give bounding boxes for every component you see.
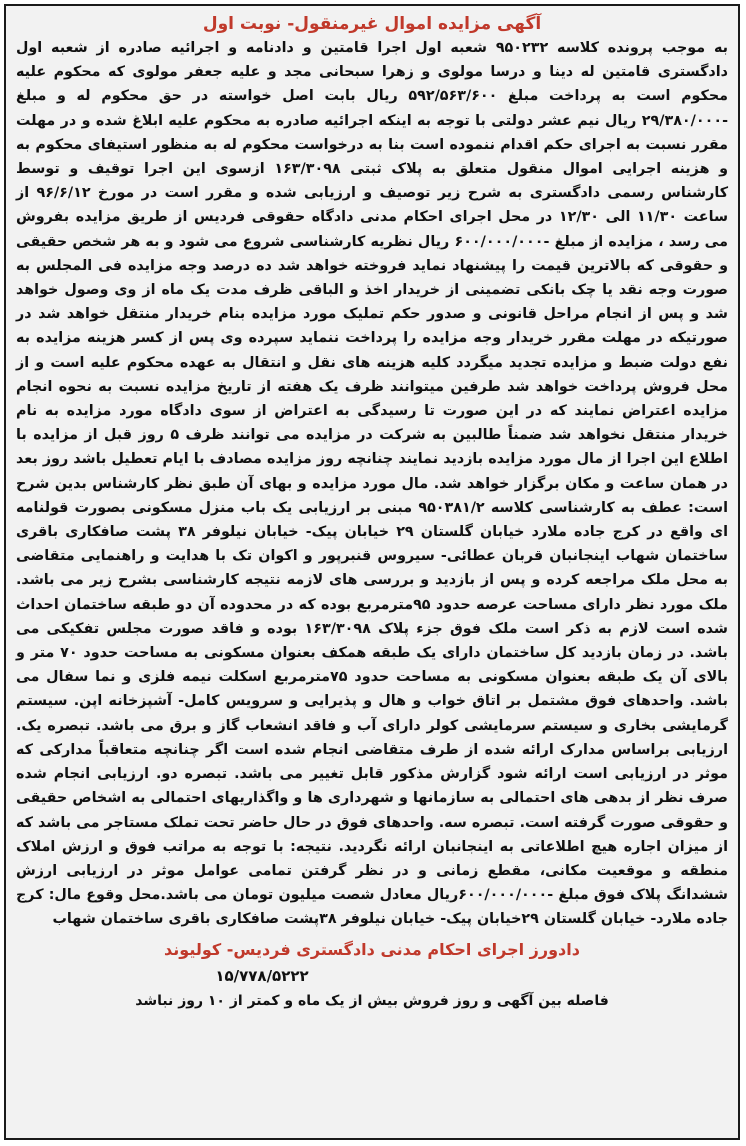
notice-body: به موجب پرونده کلاسه ۹۵۰۲۳۲ شعبه اول اجرا قامتین و دادنامه و اجرائیه صادره از شعبه اول دادگستری قامتین له دینا و درسا مولوی و زهرا سبحانی مجد و علیه جعفر مولوی که محکوم علیه محکوم است به پرداخت مبلغ ۵۹۲/۵۶۳/۶۰۰ ریال بابت اصل خواسته در حق محکوم له و مبلغ -۲۹/۳۸۰/۰۰۰ ریال نیم عشر دولتی با توجه به اینکه اجرائیه صادره به محکوم علیه ابلاغ شده و در مهلت مقرر نسبت به اجرای حکم اقدام ننموده است بنا به درخواست محکوم له به منظور استیفای محکوم به و هزینه اجرایی اموال منقول متعلق به پلاک ثبتی ۱۶۳/۳۰۹۸ ازسوی این اجرا توقیف و توسط کارشناس رسمی دادگستری به شرح زیر توصیف و ارزیابی شده و مقرر است در مورخ ۹۶/۶/۱۲ از ساعت ۱۱/۳۰ الی ۱۲/۳۰ در محل اجرای احکام مدنی دادگاه حقوقی فردیس از طریق مزایده بفروش می رسد ، مزایده از مبلغ -۶۰۰/۰۰۰/۰۰۰ ریال نظریه کارشناسی شروع می شود و به هر شخص حقیقی و حقوقی که بالاترین قیمت را پیشنهاد نماید فروخته خواهد شد ده درصد وجه مزایده فی المجلس به صورت وجه نقد یا چک بانکی تضمینی از خریدار اخذ و الباقی ظرف مدت یک ماه از وی وصول خواهد شد و پس از انجام مراحل قانونی و صدور حکم تملیک مورد مزایده بنام خریدار منتقل خواهد شد در صورتیکه در مهلت مقرر خریدار وجه مزایده را پرداخت ننماید سپرده وی پس از کسر هزینه مزایده به نفع دولت ضبط و مزایده تجدید میگردد کلیه هزینه های نقل و انتقال به عهده محکوم علیه است و از محل فروش پرداخت خواهد شد طرفین میتوانند ظرف یک هفته از تاریخ مزایده نسبت به نحوه انجام مزایده اعتراض نمایند که در این صورت تا رسیدگی به اعتراض از سوی دادگاه مورد مزایده به نام خریدار منتقل نخواهد شد ضمناً طالبین به شرکت در مزایده می توانند ظرف ۵ روز قبل از مزایده با اطلاع این اجرا از مال مورد مزایده بازدید نمایند چنانچه روز مزایده مصادف با ایام تعطیل باشد روز بعد در همان ساعت و مکان برگزار خواهد شد. مال مورد مزایده و بهای آن طبق نظر کارشناس بدین شرح است: عطف به کارشناسی کلاسه ۹۵۰۳۸۱/۲ مبنی بر ارزیابی یک باب منزل مسکونی بصورت قولنامه ای واقع در کرج جاده ملارد خیابان گلستان ۲۹ خیابان پیک- خیابان نیلوفر ۳۸ پشت صافکاری باقری ساختمان شهاب اینجانبان قربان عطائی- سیروس قنبرپور و اکوان تک با هدایت و راهنمایی متقاضی به محل ملک مراجعه کرده و پس از بازدید و بررسی های لازمه نتیجه کارشناسی بشرح زیر می باشد. ملک مورد نظر دارای مساحت عرصه حدود ۹۵مترمربع بوده که در محدوده آن دو طبقه ساختمان احداث شده است لازم به ذکر است ملک فوق جزء پلاک ۱۶۳/۳۰۹۸ بوده و فاقد صورت مجلس تفکیکی می باشد. در زمان بازدید کل ساختمان دارای یک طبقه همکف بعنوان مسکونی به مساحت حدود ۷۰ متر و بالای آن یک طبقه بعنوان مسکونی به مساحت حدود ۷۵مترمربع اسکلت نیمه فلزی و نما سفال می باشد. واحدهای فوق مشتمل بر اتاق خواب و هال و پذیرایی و سرویس کامل- آشپزخانه اپن. سیستم گرمایشی بخاری و سیستم سرمایشی کولر دارای آب و فاقد انشعاب گاز و برق می باشد. تبصره یک. ارزیابی براساس مدارک ارائه شده از طرف متقاضی انجام شده است اگر چنانچه متعاقباً مدارکی که موثر در ارزیابی است ارائه شود گزارش مذکور قابل تغییر می باشد. تبصره دو. ارزیابی انجام شده صرف نظر از بدهی های احتمالی به سازمانها و شهرداری ها و واگذاریهای احتمالی به اشخاص حقیقی و حقوقی صورت گرفته است. تبصره سه. واحدهای فوق در حال حاضر تحت تملک مستاجر می باشد که از میزان اجاره هیچ اطلاعاتی به اینجانبان ارائه نگردید. نتیجه: با توجه به مراتب فوق و ارزش املاک منطقه و موقعیت مکانی، مقطع زمانی و در نظر گرفتن تمامی عوامل موثر در ارزیابی ارزش ششدانگ پلاک فوق مبلغ -۶۰۰/۰۰۰/۰۰۰ریال معادل شصت میلیون تومان می باشد.محل وقوع مال: کرج جاده ملارد- خیابان گلستان ۲۹خیابان پیک- خیابان نیلوفر ۳۸پشت صافکاری باقری ساختمان شهاب [16, 40, 729, 928]
notice-content [16, 12, 728, 1132]
notice-frame [4, 4, 740, 1140]
notice-signature: دادورز اجرای احکام مدنی دادگستری فردیس- کولیوند [164, 939, 580, 959]
footer-note: فاصله بین آگهی و روز فروش بیش از یک ماه و کمتر از ۱۰ روز نباشد [135, 992, 609, 1009]
reference-number: ۱۵/۷۷۸/۵۲۲۲ [215, 966, 309, 985]
notice-title: آگهی مزایده اموال غیرمنقول- نوبت اول [202, 14, 542, 34]
